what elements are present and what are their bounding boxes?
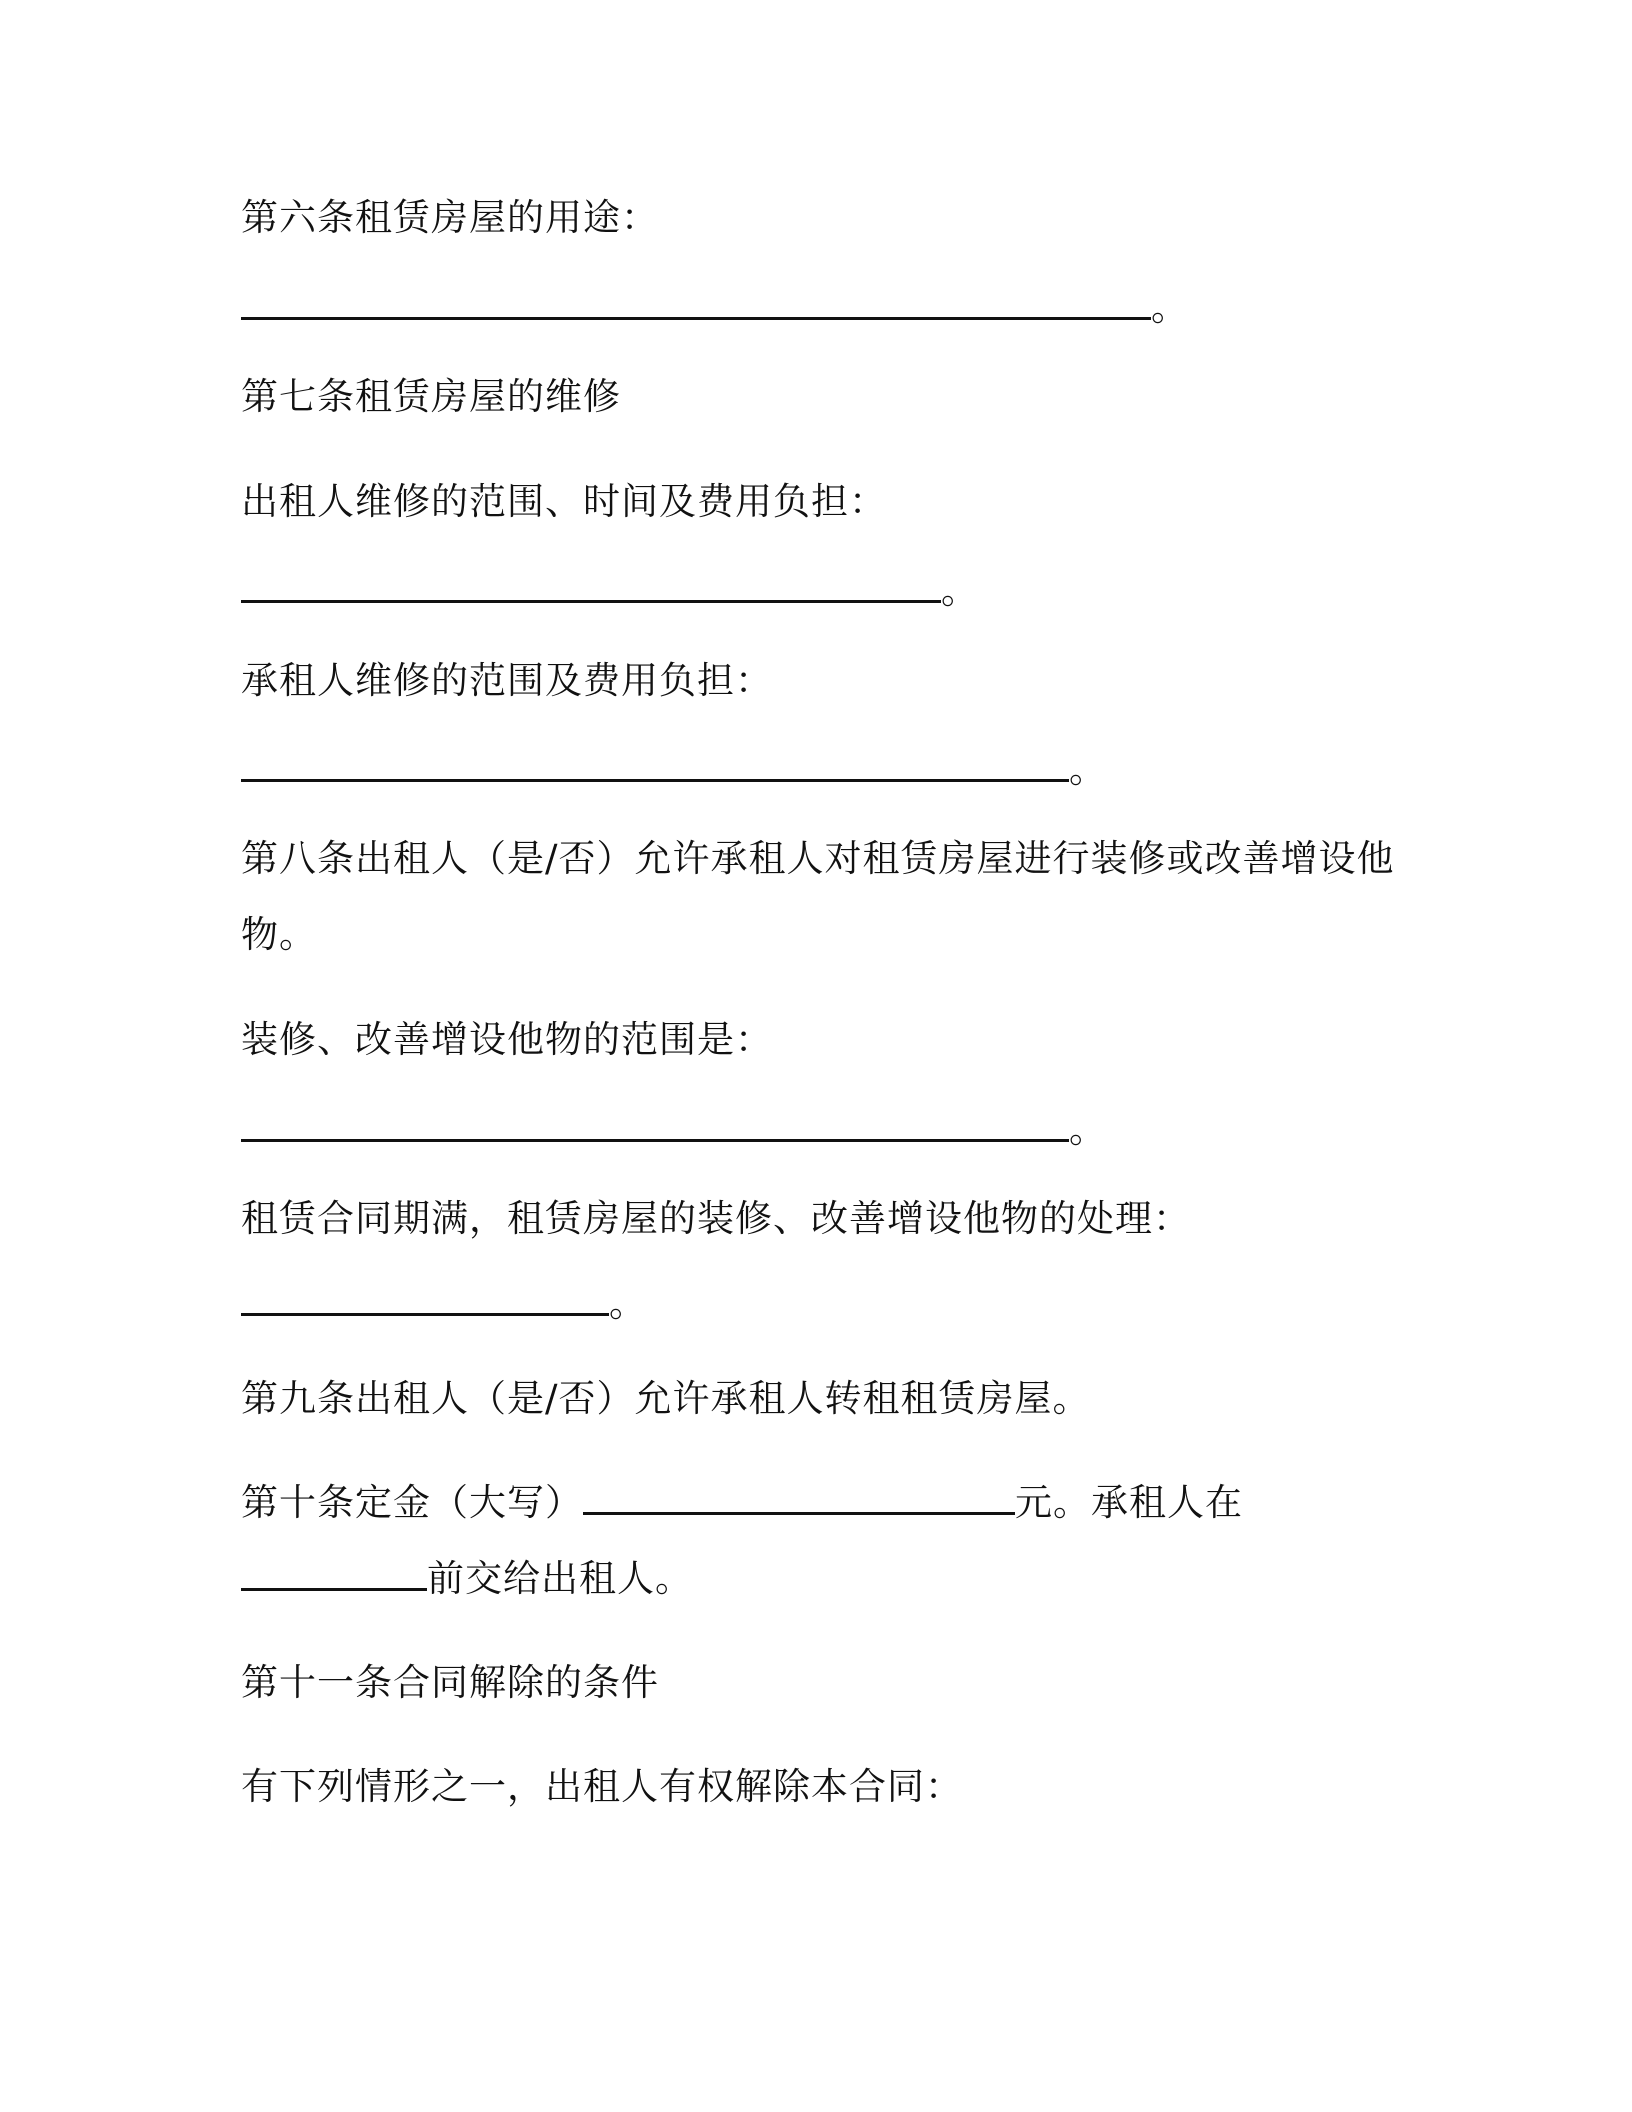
article-6-heading: 第六条租赁房屋的用途：: [241, 196, 659, 239]
fill-blank: [241, 749, 1069, 782]
termination-intro: 有下列情形之一，出租人有权解除本合同：: [241, 1765, 963, 1808]
line-end-punctuation: 。: [941, 569, 979, 612]
lessor-repair-fill-line: [241, 567, 979, 615]
renovation-scope-label: 装修、改善增设他物的范围是：: [241, 1018, 773, 1061]
deposit-date-blank: [241, 1558, 427, 1591]
article-6-fill-line: [241, 284, 1189, 332]
line-end-punctuation: 。: [1151, 286, 1189, 329]
lessee-repair-fill-line: [241, 746, 1107, 794]
article-10-line-2: [241, 1555, 693, 1603]
lessee-repair-label: 承租人维修的范围及费用负担：: [241, 659, 773, 702]
renovation-scope-fill-line: [241, 1106, 1107, 1154]
deposit-label: 第十条定金（大写）: [241, 1481, 583, 1524]
line-end-punctuation: 。: [1069, 1108, 1107, 1151]
deposit-delivery-text: 前交给出租人。: [427, 1557, 693, 1600]
line-end-punctuation: 。: [609, 1282, 647, 1325]
article-7-heading: 第七条租赁房屋的维修: [241, 375, 621, 418]
article-8-line-1: 第八条出租人（是/否）允许承租人对租赁房屋进行装修或改善增设他: [241, 837, 1395, 880]
lessor-repair-label: 出租人维修的范围、时间及费用负担：: [241, 480, 887, 523]
fill-blank: [241, 1109, 1069, 1142]
article-10-line-1: [241, 1479, 1243, 1527]
article-9: 第九条出租人（是/否）允许承租人转租租赁房屋。: [241, 1377, 1091, 1420]
fill-blank: [241, 570, 941, 603]
expiry-handling-fill-line: [241, 1280, 647, 1328]
fill-blank: [241, 1283, 609, 1316]
deposit-unit-text: 元。承租人在: [1015, 1481, 1243, 1524]
article-8-line-2: 物。: [241, 913, 317, 956]
deposit-amount-blank: [583, 1482, 1015, 1515]
expiry-handling-label: 租赁合同期满，租赁房屋的装修、改善增设他物的处理：: [241, 1197, 1191, 1240]
line-end-punctuation: 。: [1069, 748, 1107, 791]
article-11-heading: 第十一条合同解除的条件: [241, 1661, 659, 1704]
fill-blank: [241, 287, 1151, 320]
